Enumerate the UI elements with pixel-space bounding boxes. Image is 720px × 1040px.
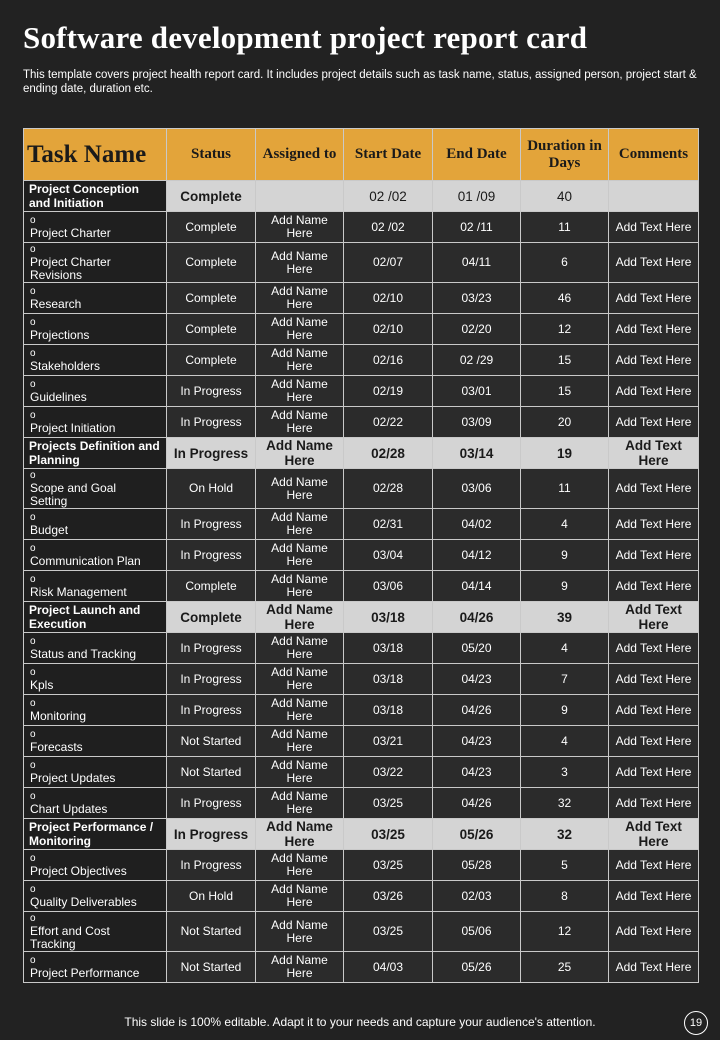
comments-cell: Add Text Here	[609, 757, 699, 788]
bullet-icon: o	[30, 348, 36, 359]
assigned-cell: Add Name Here	[256, 695, 344, 726]
assigned-cell: Add Name Here	[256, 407, 344, 438]
assigned-cell: Add Name Here	[256, 283, 344, 314]
bullet-icon: o	[30, 317, 36, 328]
duration-cell: 20	[521, 407, 609, 438]
start-date-cell: 02/16	[344, 345, 433, 376]
duration-cell: 4	[521, 509, 609, 540]
task-name: Effort and Cost Tracking	[30, 924, 110, 951]
start-date-cell: 02 /02	[344, 181, 433, 212]
task-name: Project Charter	[30, 226, 111, 240]
task-name-cell	[24, 345, 167, 376]
task-name: Stakeholders	[30, 359, 101, 373]
start-date-cell: 03/26	[344, 881, 433, 912]
start-date-cell: 03/25	[344, 912, 433, 952]
table-row	[24, 376, 699, 407]
comments-cell: Add Text Here	[609, 850, 699, 881]
duration-cell: 39	[521, 602, 609, 633]
task-name-cell	[24, 243, 167, 283]
task-name-cell	[24, 314, 167, 345]
status-cell: In Progress	[167, 819, 256, 850]
end-date-cell: 04/11	[433, 243, 521, 283]
table-row	[24, 664, 699, 695]
assigned-cell: Add Name Here	[256, 757, 344, 788]
assigned-cell	[256, 181, 344, 212]
bullet-icon: o	[30, 729, 36, 740]
footer-note: This slide is 100% editable. Adapt it to your needs and capture your audience's attention.	[124, 1015, 596, 1029]
end-date-cell: 04/26	[433, 695, 521, 726]
start-date-cell: 02/10	[344, 283, 433, 314]
start-date-cell: 02/07	[344, 243, 433, 283]
task-name-cell	[24, 952, 167, 983]
phase-name-cell: Project Conception and Initiation	[24, 181, 167, 212]
start-date-cell: 02/22	[344, 407, 433, 438]
task-name: Budget	[30, 523, 69, 537]
bullet-icon: o	[30, 574, 36, 585]
status-cell: Not Started	[167, 912, 256, 952]
end-date-cell: 03/23	[433, 283, 521, 314]
end-date-cell: 05/06	[433, 912, 521, 952]
bullet-icon: o	[30, 244, 36, 255]
table-row	[24, 912, 699, 952]
header-assigned-to: Assigned to	[256, 129, 344, 181]
phase-name-cell: Projects Definition and Planning	[24, 438, 167, 469]
assigned-cell: Add Name Here	[256, 438, 344, 469]
duration-cell: 6	[521, 243, 609, 283]
status-cell: In Progress	[167, 633, 256, 664]
header-end-date: End Date	[433, 129, 521, 181]
end-date-cell: 02 /11	[433, 212, 521, 243]
start-date-cell: 04/03	[344, 952, 433, 983]
task-name: Project Objectives	[30, 864, 127, 878]
end-date-cell: 04/14	[433, 571, 521, 602]
status-cell: Complete	[167, 181, 256, 212]
duration-cell: 25	[521, 952, 609, 983]
comments-cell: Add Text Here	[609, 633, 699, 664]
status-cell: Complete	[167, 602, 256, 633]
header-task-name: Task Name	[24, 129, 167, 181]
task-name-cell	[24, 540, 167, 571]
assigned-cell: Add Name Here	[256, 602, 344, 633]
start-date-cell: 02/19	[344, 376, 433, 407]
end-date-cell: 03/09	[433, 407, 521, 438]
start-date-cell: 03/22	[344, 757, 433, 788]
phase-row	[24, 819, 699, 850]
comments-cell: Add Text Here	[609, 540, 699, 571]
start-date-cell: 03/25	[344, 819, 433, 850]
duration-cell: 19	[521, 438, 609, 469]
duration-cell: 7	[521, 664, 609, 695]
table-row	[24, 509, 699, 540]
task-name-cell	[24, 726, 167, 757]
comments-cell: Add Text Here	[609, 819, 699, 850]
status-cell: In Progress	[167, 438, 256, 469]
task-name: Monitoring	[30, 709, 87, 723]
start-date-cell: 02/28	[344, 469, 433, 509]
bullet-icon: o	[30, 884, 36, 895]
start-date-cell: 02/28	[344, 438, 433, 469]
comments-cell: Add Text Here	[609, 912, 699, 952]
duration-cell: 32	[521, 819, 609, 850]
table-row	[24, 345, 699, 376]
bullet-icon: o	[30, 410, 36, 421]
task-name-cell	[24, 881, 167, 912]
task-name: Status and Tracking	[30, 647, 137, 661]
table-body	[24, 181, 699, 983]
assigned-cell: Add Name Here	[256, 469, 344, 509]
bullet-icon: o	[30, 470, 36, 481]
task-name: Chart Updates	[30, 802, 108, 816]
task-name-cell	[24, 757, 167, 788]
end-date-cell: 02/03	[433, 881, 521, 912]
start-date-cell: 03/18	[344, 633, 433, 664]
end-date-cell: 04/23	[433, 757, 521, 788]
comments-cell: Add Text Here	[609, 376, 699, 407]
duration-cell: 15	[521, 376, 609, 407]
task-name: Project Charter Revisions	[30, 255, 111, 282]
status-cell: Complete	[167, 314, 256, 345]
table-row	[24, 469, 699, 509]
assigned-cell: Add Name Here	[256, 509, 344, 540]
task-name-cell	[24, 633, 167, 664]
task-name-cell	[24, 788, 167, 819]
table-row	[24, 243, 699, 283]
table-row	[24, 283, 699, 314]
status-cell: Complete	[167, 212, 256, 243]
end-date-cell: 04/12	[433, 540, 521, 571]
task-name-cell	[24, 509, 167, 540]
end-date-cell: 05/28	[433, 850, 521, 881]
bullet-icon: o	[30, 913, 36, 924]
assigned-cell: Add Name Here	[256, 850, 344, 881]
task-name: Projections	[30, 328, 90, 342]
status-cell: Complete	[167, 243, 256, 283]
end-date-cell: 04/26	[433, 788, 521, 819]
duration-cell: 4	[521, 726, 609, 757]
task-name-cell	[24, 912, 167, 952]
task-name-cell	[24, 695, 167, 726]
duration-cell: 8	[521, 881, 609, 912]
table-row	[24, 571, 699, 602]
status-cell: In Progress	[167, 540, 256, 571]
phase-row	[24, 438, 699, 469]
duration-cell: 11	[521, 469, 609, 509]
comments-cell: Add Text Here	[609, 283, 699, 314]
assigned-cell: Add Name Here	[256, 952, 344, 983]
comments-cell: Add Text Here	[609, 881, 699, 912]
table-row	[24, 726, 699, 757]
bullet-icon: o	[30, 379, 36, 390]
end-date-cell: 05/26	[433, 819, 521, 850]
end-date-cell: 02/20	[433, 314, 521, 345]
status-cell: In Progress	[167, 664, 256, 695]
table-row	[24, 633, 699, 664]
assigned-cell: Add Name Here	[256, 376, 344, 407]
assigned-cell: Add Name Here	[256, 912, 344, 952]
end-date-cell: 02 /29	[433, 345, 521, 376]
bullet-icon: o	[30, 543, 36, 554]
assigned-cell: Add Name Here	[256, 788, 344, 819]
assigned-cell: Add Name Here	[256, 345, 344, 376]
start-date-cell: 02 /02	[344, 212, 433, 243]
duration-cell: 9	[521, 571, 609, 602]
duration-cell: 32	[521, 788, 609, 819]
comments-cell: Add Text Here	[609, 509, 699, 540]
bullet-icon: o	[30, 286, 36, 297]
task-name: Communication Plan	[30, 554, 141, 568]
bullet-icon: o	[30, 667, 36, 678]
assigned-cell: Add Name Here	[256, 664, 344, 695]
duration-cell: 9	[521, 540, 609, 571]
comments-cell: Add Text Here	[609, 314, 699, 345]
assigned-cell: Add Name Here	[256, 314, 344, 345]
task-name-cell	[24, 376, 167, 407]
comments-cell: Add Text Here	[609, 695, 699, 726]
bullet-icon: o	[30, 760, 36, 771]
task-name: Kpls	[30, 678, 54, 692]
page-title: Software development project report card	[23, 20, 588, 55]
task-name-cell	[24, 407, 167, 438]
table-row	[24, 212, 699, 243]
duration-cell: 12	[521, 314, 609, 345]
assigned-cell: Add Name Here	[256, 540, 344, 571]
header-comments: Comments	[609, 129, 699, 181]
bullet-icon: o	[30, 853, 36, 864]
end-date-cell: 04/26	[433, 602, 521, 633]
task-name-cell	[24, 283, 167, 314]
assigned-cell: Add Name Here	[256, 726, 344, 757]
table-row	[24, 314, 699, 345]
status-cell: In Progress	[167, 376, 256, 407]
status-cell: In Progress	[167, 695, 256, 726]
end-date-cell: 03/01	[433, 376, 521, 407]
page-number: 19	[684, 1011, 708, 1035]
task-name: Forecasts	[30, 740, 83, 754]
task-name: Quality Deliverables	[30, 895, 137, 909]
task-name: Guidelines	[30, 390, 87, 404]
duration-cell: 12	[521, 912, 609, 952]
end-date-cell: 04/23	[433, 726, 521, 757]
end-date-cell: 05/20	[433, 633, 521, 664]
status-cell: In Progress	[167, 407, 256, 438]
comments-cell: Add Text Here	[609, 952, 699, 983]
duration-cell: 9	[521, 695, 609, 726]
assigned-cell: Add Name Here	[256, 212, 344, 243]
status-cell: On Hold	[167, 469, 256, 509]
task-name: Project Initiation	[30, 421, 116, 435]
comments-cell: Add Text Here	[609, 602, 699, 633]
end-date-cell: 05/26	[433, 952, 521, 983]
end-date-cell: 03/06	[433, 469, 521, 509]
duration-cell: 4	[521, 633, 609, 664]
status-cell: Not Started	[167, 757, 256, 788]
task-name-cell	[24, 571, 167, 602]
start-date-cell: 03/25	[344, 850, 433, 881]
assigned-cell: Add Name Here	[256, 571, 344, 602]
comments-cell: Add Text Here	[609, 243, 699, 283]
table-row	[24, 881, 699, 912]
table-row	[24, 850, 699, 881]
header-start-date: Start Date	[344, 129, 433, 181]
start-date-cell: 03/06	[344, 571, 433, 602]
table-row	[24, 407, 699, 438]
end-date-cell: 04/23	[433, 664, 521, 695]
status-cell: Complete	[167, 283, 256, 314]
duration-cell: 40	[521, 181, 609, 212]
task-name-cell	[24, 469, 167, 509]
status-cell: In Progress	[167, 850, 256, 881]
assigned-cell: Add Name Here	[256, 819, 344, 850]
table-row	[24, 540, 699, 571]
status-cell: Complete	[167, 345, 256, 376]
phase-row	[24, 602, 699, 633]
start-date-cell: 03/18	[344, 695, 433, 726]
comments-cell: Add Text Here	[609, 469, 699, 509]
task-name: Risk Management	[30, 585, 127, 599]
comments-cell: Add Text Here	[609, 664, 699, 695]
table-row	[24, 788, 699, 819]
comments-cell: Add Text Here	[609, 438, 699, 469]
assigned-cell: Add Name Here	[256, 243, 344, 283]
comments-cell: Add Text Here	[609, 726, 699, 757]
bullet-icon: o	[30, 698, 36, 709]
bullet-icon: o	[30, 955, 36, 966]
duration-cell: 46	[521, 283, 609, 314]
start-date-cell: 02/10	[344, 314, 433, 345]
end-date-cell: 01 /09	[433, 181, 521, 212]
duration-cell: 15	[521, 345, 609, 376]
bullet-icon: o	[30, 791, 36, 802]
task-name: Project Performance	[30, 966, 140, 980]
start-date-cell: 03/18	[344, 602, 433, 633]
comments-cell: Add Text Here	[609, 407, 699, 438]
table-header-row	[24, 129, 699, 181]
bullet-icon: o	[30, 512, 36, 523]
comments-cell: Add Text Here	[609, 345, 699, 376]
task-name-cell	[24, 850, 167, 881]
page-subtitle: This template covers project health report card. It includes project details such as task name, status, assigned person, project start & ending date, duration etc.	[23, 69, 697, 95]
table-row	[24, 952, 699, 983]
start-date-cell: 03/18	[344, 664, 433, 695]
bullet-icon: o	[30, 215, 36, 226]
task-name: Scope and Goal Setting	[30, 481, 117, 508]
header-status: Status	[167, 129, 256, 181]
bullet-icon: o	[30, 636, 36, 647]
start-date-cell: 02/31	[344, 509, 433, 540]
status-cell: Not Started	[167, 952, 256, 983]
task-name: Research	[30, 297, 82, 311]
task-name-cell	[24, 664, 167, 695]
table-row	[24, 757, 699, 788]
status-cell: In Progress	[167, 509, 256, 540]
duration-cell: 3	[521, 757, 609, 788]
task-name-cell	[24, 212, 167, 243]
comments-cell: Add Text Here	[609, 571, 699, 602]
end-date-cell: 04/02	[433, 509, 521, 540]
start-date-cell: 03/21	[344, 726, 433, 757]
end-date-cell: 03/14	[433, 438, 521, 469]
status-cell: Complete	[167, 571, 256, 602]
start-date-cell: 03/25	[344, 788, 433, 819]
status-cell: In Progress	[167, 788, 256, 819]
phase-row	[24, 181, 699, 212]
comments-cell: Add Text Here	[609, 788, 699, 819]
duration-cell: 11	[521, 212, 609, 243]
status-cell: On Hold	[167, 881, 256, 912]
status-cell: Not Started	[167, 726, 256, 757]
duration-cell: 5	[521, 850, 609, 881]
assigned-cell: Add Name Here	[256, 633, 344, 664]
table-row	[24, 695, 699, 726]
start-date-cell: 03/04	[344, 540, 433, 571]
task-name: Project Updates	[30, 771, 116, 785]
phase-name-cell: Project Performance / Monitoring	[24, 819, 167, 850]
header-duration: Duration in Days	[521, 129, 609, 181]
assigned-cell: Add Name Here	[256, 881, 344, 912]
comments-cell: Add Text Here	[609, 212, 699, 243]
phase-name-cell: Project Launch and Execution	[24, 602, 167, 633]
report-table	[23, 128, 699, 983]
comments-cell	[609, 181, 699, 212]
